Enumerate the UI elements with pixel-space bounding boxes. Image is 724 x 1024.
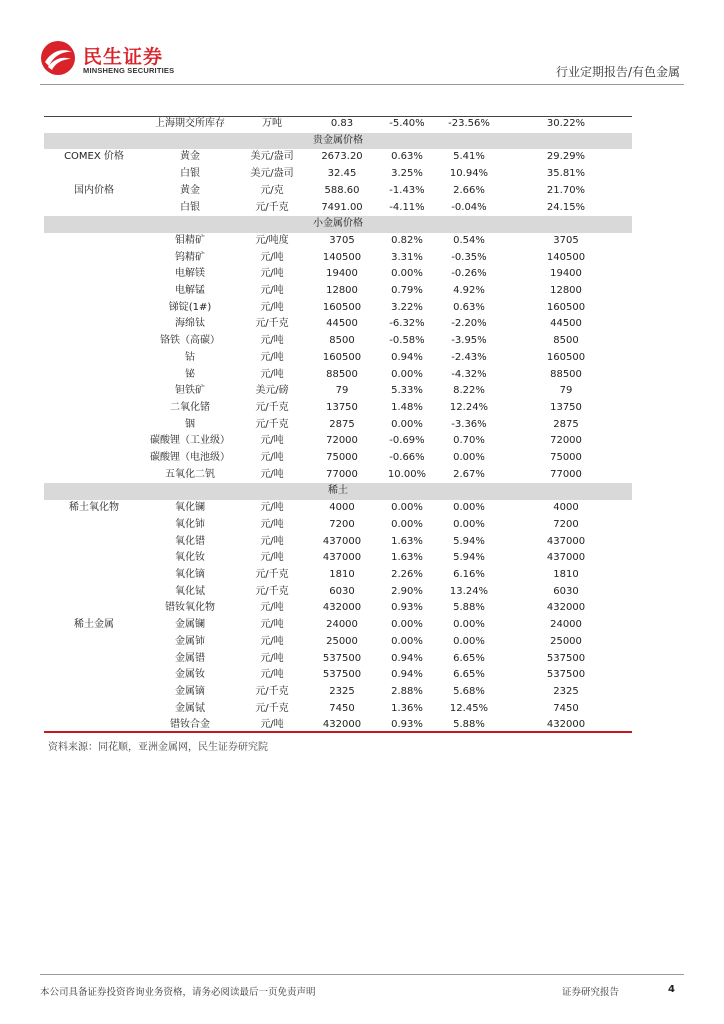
cell-monthly-change: 0.00% [453,518,485,530]
cell-yearly-change: 160500 [546,351,586,363]
cell-yearly-change: 537500 [546,652,586,664]
cell-category [44,350,144,367]
cell-price: 432000 [322,602,362,614]
cell-unit: 元/吨 [260,468,284,480]
cell-price: 6030 [329,585,355,597]
cell-price: 32.45 [327,168,357,180]
cell-yearly-change: 140500 [546,251,586,263]
cell-price: 79 [335,385,349,397]
cell-category [44,450,144,467]
cell-price: 3705 [329,234,355,246]
cell-yearly-change: 7200 [553,518,579,530]
cell-unit: 元/吨 [260,719,284,731]
cell-weekly-change: 2.90% [391,585,423,597]
cell-item: 钽铁矿 [175,385,205,397]
cell-price: 2673.20 [321,151,363,163]
cell-weekly-change: -1.43% [389,184,425,196]
cell-yearly-change: 6030 [553,585,579,597]
table-row [44,316,632,333]
cell-price: 12800 [326,285,358,297]
cell-item: 碳酸锂（工业级） [150,435,230,447]
cell-yearly-change: 4000 [553,502,579,514]
cell-item: 锑锭(1#) [168,301,212,313]
cell-item: 氧化镝 [175,568,205,580]
cell-price: 437000 [322,552,362,564]
cell-category [44,600,144,617]
cell-unit: 元/吨 [260,285,284,297]
cell-unit: 元/吨 [260,619,284,631]
cell-price: 537500 [322,669,362,681]
cell-yearly-change: 19400 [550,268,582,280]
cell-weekly-change: 3.31% [391,251,423,263]
table-row [44,550,632,567]
cell-item: 镨钕氧化物 [165,602,215,614]
cell-weekly-change: 1.63% [391,552,423,564]
cell-monthly-change: -4.32% [451,368,487,380]
table-row [44,534,632,551]
table-row [44,467,632,484]
cell-price: 7200 [329,518,355,530]
table-row [44,567,632,584]
cell-item: 白银 [180,201,200,213]
cell-weekly-change: -0.69% [389,435,425,447]
cell-item: 二氧化锗 [170,401,210,413]
cell-item: 黄金 [180,184,200,196]
cell-yearly-change: 432000 [546,719,586,731]
cell-price: 19400 [326,268,358,280]
cell-price: 2875 [329,418,355,430]
cell-unit: 元/吨 [260,452,284,464]
cell-price: 432000 [322,719,362,731]
cell-price: 44500 [326,318,358,330]
table-row [44,584,632,601]
cell-monthly-change: 0.00% [453,452,485,464]
cell-unit: 元/吨 [260,535,284,547]
cell-weekly-change: 5.33% [391,385,423,397]
report-type-label: 行业定期报告/有色金属 [555,65,680,79]
table-row [44,701,632,718]
cell-yearly-change: 35.81% [546,168,586,180]
table-row [44,250,632,267]
cell-monthly-change: 0.63% [453,301,485,313]
table-row [44,233,632,250]
cell-category [44,367,144,384]
cell-weekly-change: 1.63% [391,535,423,547]
cell-category [44,517,144,534]
table-row [44,200,632,217]
cell-monthly-change: 5.88% [453,602,485,614]
table-row [44,183,632,200]
cell-weekly-change: -6.32% [389,318,425,330]
cell-unit: 元/吨 [260,652,284,664]
cell-monthly-change: -2.20% [451,318,487,330]
cell-unit: 元/千克 [255,568,289,580]
cell-price: 2325 [329,685,355,697]
table-row [44,634,632,651]
cell-monthly-change: 6.65% [453,669,485,681]
cell-monthly-change: 12.24% [449,401,489,413]
cell-unit: 元/吨 [260,502,284,514]
cell-category [44,166,144,183]
cell-price: 13750 [326,401,358,413]
cell-yearly-change: 12800 [550,285,582,297]
cell-category [44,567,144,584]
cell-monthly-change: 5.41% [453,151,485,163]
cell-price: 160500 [322,351,362,363]
cell-weekly-change: 0.79% [391,285,423,297]
table-row [44,667,632,684]
cell-yearly-change: 88500 [550,368,582,380]
cell-price: 7491.00 [321,201,363,213]
cell-weekly-change: 0.82% [391,234,423,246]
cell-category [44,266,144,283]
cell-item: 电解锰 [175,285,205,297]
cell-yearly-change: 8500 [553,335,579,347]
cell-weekly-change: 0.94% [391,351,423,363]
cell-yearly-change: 432000 [546,602,586,614]
table-top-rule [44,116,632,117]
cell-category [44,316,144,333]
cell-yearly-change: 79 [559,385,573,397]
cell-weekly-change: 1.36% [391,702,423,714]
cell-item: 氧化镨 [175,535,205,547]
cell-unit: 元/千克 [255,318,289,330]
cell-item: 钨精矿 [175,251,205,263]
cell-weekly-change: -4.11% [389,201,425,213]
cell-weekly-change: 0.93% [391,719,423,731]
table-row [44,684,632,701]
cell-monthly-change: -0.26% [451,268,487,280]
source-note: 资料来源：同花顺，亚洲金属网，民生证券研究院 [48,742,268,753]
cell-price: 0.83 [330,118,354,129]
cell-monthly-change: 12.45% [449,702,489,714]
cell-weekly-change: 0.94% [391,669,423,681]
cell-yearly-change: 437000 [546,535,586,547]
cell-weekly-change: 0.93% [391,602,423,614]
table-row [44,383,632,400]
cell-category [44,400,144,417]
cell-item: 镨钕合金 [170,719,210,731]
price-table [44,116,632,734]
cell-yearly-change: 13750 [550,401,582,413]
cell-unit: 元/吨 [260,268,284,280]
cell-monthly-change: 10.94% [449,168,489,180]
brand-name-en: MINSHENG SECURITIES [83,66,175,75]
cell-unit: 元/吨 [260,368,284,380]
table-section-row [44,483,632,500]
cell-weekly-change: 0.00% [391,518,423,530]
cell-weekly-change: 0.00% [391,635,423,647]
cell-item: 氧化镧 [175,502,205,514]
cell-item: 金属镨 [175,652,205,664]
cell-weekly-change: -5.40% [389,118,425,129]
cell-item: 金属镝 [175,685,205,697]
cell-category: COMEX 价格 [64,151,124,163]
cell-unit: 元/吨 [260,301,284,313]
cell-price: 88500 [326,368,358,380]
table-row [44,517,632,534]
cell-weekly-change: 0.00% [391,502,423,514]
table-row [44,417,632,434]
cell-weekly-change: 3.22% [391,301,423,313]
cell-weekly-change: 2.26% [391,568,423,580]
cell-weekly-change: 0.00% [391,418,423,430]
cell-price: 24000 [326,619,358,631]
cell-category [44,467,144,484]
cell-yearly-change: 21.70% [546,184,586,196]
cell-price: 8500 [329,335,355,347]
price-table-body [44,116,632,734]
cell-unit: 元/吨 [260,635,284,647]
brand-name-cn: 民生证券 [83,46,164,68]
cell-yearly-change: 30.22% [546,118,586,129]
cell-category [44,233,144,250]
cell-unit: 万吨 [262,118,282,129]
cell-item: 黄金 [180,151,200,163]
cell-weekly-change: 2.88% [391,685,423,697]
cell-monthly-change: 13.24% [449,585,489,597]
cell-monthly-change: -0.35% [451,251,487,263]
cell-monthly-change: 4.92% [453,285,485,297]
cell-category [44,534,144,551]
cell-item: 金属镧 [175,619,205,631]
table-row [44,400,632,417]
table-row [44,617,632,634]
table-section-row [44,133,632,150]
footer-disclaimer: 本公司具备证券投资咨询业务资格，请务必阅读最后一页免责声明 [40,987,316,998]
cell-yearly-change: 437000 [546,552,586,564]
section-label: 小金属价格 [44,216,632,233]
cell-yearly-change: 1810 [553,568,579,580]
cell-price: 537500 [322,652,362,664]
header-divider [40,84,684,85]
cell-yearly-change: 75000 [550,452,582,464]
section-label: 贵金属价格 [44,133,632,150]
cell-category [44,550,144,567]
cell-price: 160500 [322,301,362,313]
section-label: 稀土 [44,483,632,500]
cell-yearly-change: 3705 [553,234,579,246]
cell-monthly-change: -3.95% [451,335,487,347]
cell-yearly-change: 77000 [550,468,582,480]
cell-yearly-change: 29.29% [546,151,586,163]
cell-unit: 元/吨 [260,351,284,363]
cell-category [44,701,144,718]
cell-weekly-change: 0.00% [391,268,423,280]
cell-unit: 元/吨 [260,552,284,564]
cell-category [44,634,144,651]
cell-unit: 元/吨 [260,518,284,530]
cell-item: 氧化铈 [175,518,205,530]
cell-item: 铬铁（高碳） [160,335,220,347]
cell-category [44,250,144,267]
cell-yearly-change: 44500 [550,318,582,330]
minsheng-logo-icon [40,40,76,76]
cell-item: 电解镁 [175,268,205,280]
table-row [44,500,632,517]
cell-weekly-change: -0.58% [389,335,425,347]
table-row [44,651,632,668]
cell-weekly-change: -0.66% [389,452,425,464]
cell-item: 钼精矿 [175,234,205,246]
cell-monthly-change: 2.66% [453,184,485,196]
cell-item: 碳酸锂（电池级） [150,452,230,464]
cell-unit: 元/吨度 [255,234,289,246]
cell-category: 国内价格 [74,184,114,196]
cell-item: 五氧化二钒 [165,468,215,480]
cell-category [44,283,144,300]
cell-category [44,433,144,450]
cell-category: 稀土金属 [74,619,114,631]
cell-monthly-change: 0.00% [453,502,485,514]
table-row [44,367,632,384]
cell-monthly-change: -3.36% [451,418,487,430]
cell-monthly-change: 5.68% [453,685,485,697]
table-section-row [44,216,632,233]
cell-category [44,651,144,668]
cell-item: 氧化钕 [175,552,205,564]
cell-category: 稀土氧化物 [69,502,119,514]
cell-yearly-change: 24000 [550,619,582,631]
table-row [44,149,632,166]
cell-item: 铟 [185,418,195,430]
cell-category [44,584,144,601]
table-row [44,350,632,367]
cell-unit: 元/千克 [255,685,289,697]
table-bottom-rule [44,731,632,733]
cell-price: 588.60 [324,184,360,196]
cell-yearly-change: 2325 [553,685,579,697]
cell-monthly-change: 5.94% [453,535,485,547]
cell-monthly-change: 5.94% [453,552,485,564]
cell-monthly-change: -0.04% [451,201,487,213]
cell-weekly-change: 3.25% [391,168,423,180]
cell-yearly-change: 160500 [546,301,586,313]
cell-category [44,300,144,317]
cell-monthly-change: 2.67% [453,468,485,480]
table-row [44,450,632,467]
cell-category [44,200,144,217]
cell-item: 上海期交所库存 [155,118,225,129]
cell-weekly-change: 0.00% [391,619,423,631]
cell-item: 铋 [185,368,195,380]
cell-unit: 元/千克 [255,702,289,714]
cell-category [44,116,144,133]
cell-yearly-change: 25000 [550,635,582,647]
cell-weekly-change: 0.94% [391,652,423,664]
table-row [44,266,632,283]
cell-item: 钴 [185,351,195,363]
cell-price: 75000 [326,452,358,464]
table-row [44,283,632,300]
cell-price: 72000 [326,435,358,447]
cell-category [44,667,144,684]
cell-yearly-change: 2875 [553,418,579,430]
cell-unit: 美元/盎司 [250,151,294,163]
cell-category [44,417,144,434]
cell-item: 白银 [180,168,200,180]
cell-monthly-change: 0.00% [453,635,485,647]
cell-yearly-change: 7450 [553,702,579,714]
cell-unit: 美元/磅 [255,385,289,397]
cell-monthly-change: 6.65% [453,652,485,664]
cell-unit: 元/吨 [260,669,284,681]
cell-monthly-change: 0.00% [453,619,485,631]
table-row [44,600,632,617]
cell-price: 77000 [326,468,358,480]
cell-weekly-change: 0.00% [391,368,423,380]
cell-item: 海绵钛 [175,318,205,330]
cell-monthly-change: 8.22% [453,385,485,397]
cell-price: 25000 [326,635,358,647]
cell-monthly-change: 6.16% [453,568,485,580]
cell-item: 金属铽 [175,702,205,714]
cell-unit: 元/千克 [255,418,289,430]
cell-price: 437000 [322,535,362,547]
cell-category [44,383,144,400]
cell-unit: 元/克 [260,184,284,196]
cell-yearly-change: 24.15% [546,201,586,213]
cell-yearly-change: 537500 [546,669,586,681]
cell-item: 金属钕 [175,669,205,681]
page-header [0,0,724,90]
cell-unit: 元/千克 [255,585,289,597]
table-row [44,300,632,317]
table-row [44,433,632,450]
cell-unit: 元/吨 [260,602,284,614]
cell-price: 7450 [329,702,355,714]
cell-monthly-change: 0.54% [453,234,485,246]
cell-weekly-change: 1.48% [391,401,423,413]
table-row [44,166,632,183]
cell-monthly-change: -2.43% [451,351,487,363]
cell-monthly-change: -23.56% [448,118,490,129]
cell-unit: 美元/盎司 [250,168,294,180]
table-row [44,116,632,133]
cell-unit: 元/千克 [255,401,289,413]
cell-item: 氧化铽 [175,585,205,597]
footer-report-label: 证券研究报告 [562,987,620,998]
cell-unit: 元/千克 [255,201,289,213]
cell-item: 金属铈 [175,635,205,647]
cell-yearly-change: 72000 [550,435,582,447]
page-number: 4 [668,984,675,995]
cell-weekly-change: 10.00% [387,468,427,480]
cell-price: 1810 [329,568,355,580]
cell-weekly-change: 0.63% [391,151,423,163]
cell-unit: 元/吨 [260,251,284,263]
footer-divider [40,974,684,975]
cell-price: 4000 [329,502,355,514]
table-row [44,333,632,350]
cell-unit: 元/吨 [260,435,284,447]
cell-monthly-change: 0.70% [453,435,485,447]
cell-monthly-change: 5.88% [453,719,485,731]
cell-category [44,333,144,350]
cell-category [44,684,144,701]
cell-unit: 元/吨 [260,335,284,347]
cell-price: 140500 [322,251,362,263]
